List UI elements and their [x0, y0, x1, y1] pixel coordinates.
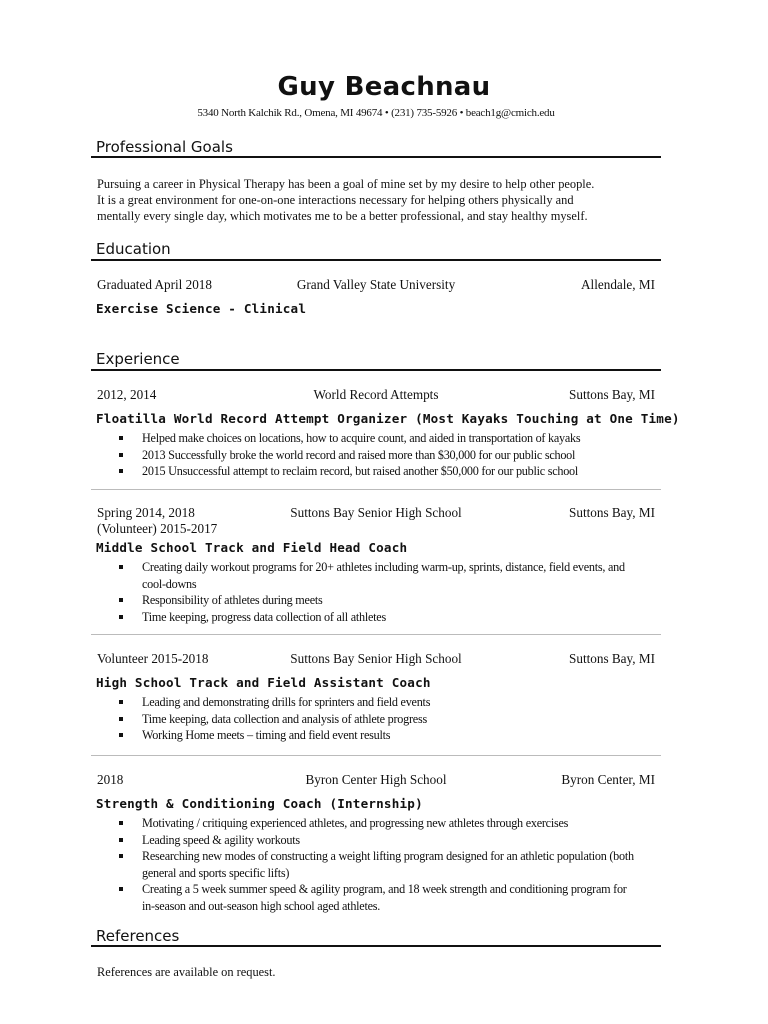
entry-divider	[91, 489, 661, 490]
experience-row	[97, 387, 655, 403]
references-heading: References	[96, 927, 180, 945]
list-item: Working Home meets – timing and field event results	[115, 727, 635, 744]
education-row	[97, 277, 655, 293]
contact-info: 5340 North Kalchik Rd., Omena, MI 49674 • (231) 735-5926 • beach1g@cmich.edu	[197, 107, 555, 119]
goals-heading: Professional Goals	[96, 138, 233, 156]
list-item: Leading and demonstrating drills for sprinters and field events	[115, 694, 635, 711]
section-divider	[91, 259, 661, 261]
goals-line: mentally every single day, which motivates me to be a better professional, and stay healthy myself.	[97, 209, 588, 223]
experience-date: Volunteer 2015-2018	[97, 651, 209, 666]
list-item: Creating daily workout programs for 20+ athletes including warm-up, sprints, distance, field events, and cool-downs	[115, 559, 635, 592]
list-item: Creating a 5 week summer speed & agility program, and 18 week strength and conditioning program for in-season and out-season high school aged athletes.	[115, 881, 635, 914]
experience-org: Suttons Bay Senior High School	[290, 505, 462, 520]
experience-row	[97, 505, 655, 521]
section-divider	[91, 369, 661, 371]
list-item: Responsibility of athletes during meets	[115, 592, 635, 609]
list-item: Leading speed & agility workouts	[115, 832, 635, 849]
experience-heading: Experience	[96, 350, 180, 368]
experience-role: Middle School Track and Field Head Coach	[96, 540, 408, 555]
experience-date-secondary: (Volunteer) 2015-2017	[97, 521, 218, 536]
education-degree: Exercise Science - Clinical	[96, 301, 307, 316]
list-item: 2015 Unsuccessful attempt to reclaim record, but raised another $50,000 for our public school	[115, 463, 635, 480]
education-location: Allendale, MI	[581, 277, 655, 292]
experience-date: 2018	[97, 772, 124, 787]
experience-role: Strength & Conditioning Coach (Internship)	[96, 796, 423, 811]
experience-location: Suttons Bay, MI	[569, 651, 655, 666]
list-item: Time keeping, data collection and analysis of athlete progress	[115, 711, 635, 728]
experience-row	[97, 651, 655, 667]
experience-role: High School Track and Field Assistant Coach	[96, 675, 431, 690]
education-date: Graduated April 2018	[97, 277, 212, 292]
experience-role: Floatilla World Record Attempt Organizer (Most Kayaks Touching at One Time)	[96, 411, 680, 426]
experience-org: Byron Center High School	[305, 772, 447, 787]
section-divider	[91, 945, 661, 947]
experience-bullets	[115, 815, 635, 914]
experience-location: Byron Center, MI	[561, 772, 655, 787]
goals-line: It is a great environment for one-on-one interactions necessary for helping others physically and	[97, 193, 574, 207]
experience-org: World Record Attempts	[313, 387, 439, 402]
references-text: References are available on request.	[97, 965, 276, 979]
education-heading: Education	[96, 240, 171, 258]
list-item: Helped make choices on locations, how to acquire count, and aided in transportation of kayaks	[115, 430, 635, 447]
resume-name: Guy Beachnau	[277, 72, 491, 102]
experience-bullets	[115, 559, 635, 625]
list-item: Researching new modes of constructing a weight lifting program designed for an athletic population (both general and sports specific lifts)	[115, 848, 635, 881]
list-item: Motivating / critiquing experienced athletes, and progressing new athletes through exercises	[115, 815, 635, 832]
experience-bullets	[115, 430, 635, 480]
section-divider	[91, 156, 661, 158]
goals-paragraph	[97, 176, 657, 224]
goals-line: Pursuing a career in Physical Therapy has been a goal of mine set by my desire to help other people.	[97, 177, 595, 191]
education-school: Grand Valley State University	[296, 277, 456, 292]
experience-org: Suttons Bay Senior High School	[290, 651, 462, 666]
entry-divider	[91, 755, 661, 756]
experience-row	[97, 772, 655, 788]
list-item: 2013 Successfully broke the world record and raised more than $30,000 for our public school	[115, 447, 635, 464]
experience-date: 2012, 2014	[97, 387, 157, 402]
experience-row-secondary	[97, 521, 655, 537]
experience-date: Spring 2014, 2018	[97, 505, 195, 520]
list-item: Time keeping, progress data collection of all athletes	[115, 609, 635, 626]
experience-location: Suttons Bay, MI	[569, 387, 655, 402]
experience-location: Suttons Bay, MI	[569, 505, 655, 520]
entry-divider	[91, 634, 661, 635]
experience-bullets	[115, 694, 635, 744]
